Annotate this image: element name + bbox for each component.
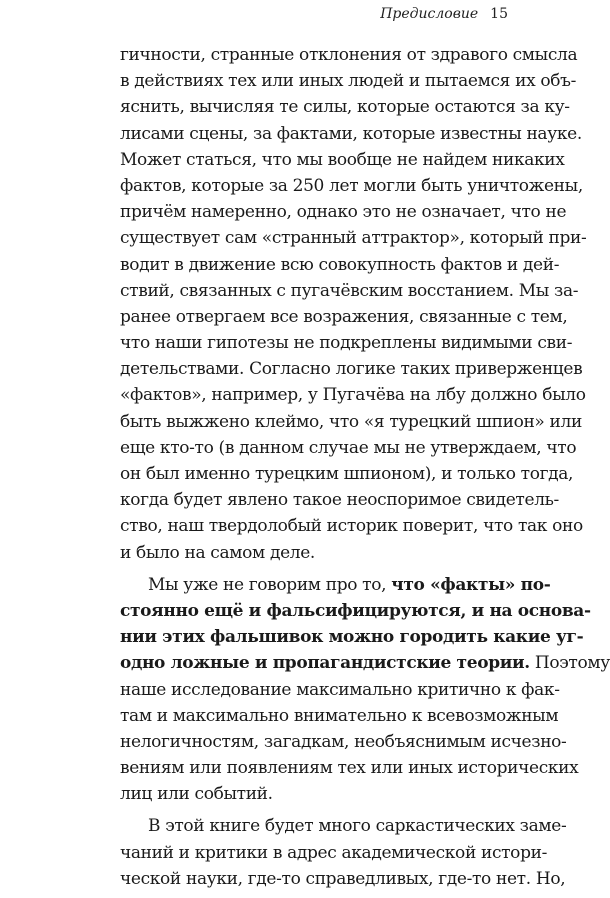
page-number: 15	[490, 6, 508, 22]
chapter-title: Предисловие	[380, 6, 479, 22]
text-line: и было на самом деле.	[120, 542, 315, 563]
body-text	[120, 42, 610, 898]
text-line: причём намеренно, однако это не означает, что не	[120, 202, 567, 223]
text-line	[120, 624, 584, 650]
text-line: яснить, вычисляя те силы, которые остаются за ку-	[120, 97, 570, 118]
text-line	[120, 598, 591, 624]
text-line: когда будет явлено такое неоспоримое свидетель-	[120, 490, 559, 511]
text-line: там и максимально внимательно к всевозможным	[120, 705, 559, 726]
text-line: в действиях тех или иных людей и пытаемся их объ-	[120, 71, 577, 92]
text-line	[120, 650, 610, 676]
text-line: существует сам «странный аттрактор», который при-	[120, 228, 587, 249]
text-line: гичности, странные отклонения от здравого смысла	[120, 45, 578, 65]
text-line: ство, наш твердолобый историк поверит, что так оно	[120, 516, 583, 537]
text-line: что наши гипотезы не подкреплены видимыми сви-	[120, 333, 573, 354]
text-line: Может статься, что мы вообще не найдем никаких	[120, 149, 565, 170]
text-run: Мы уже не говорим про то,	[148, 574, 392, 595]
bold-text-run: стоянно ещё и фальсифицируются, и на основа-	[120, 600, 591, 621]
text-line: вениям или появлениям тех или иных исторических	[120, 758, 579, 779]
bold-text-run: нии этих фальшивок можно городить какие уг-	[120, 627, 584, 648]
text-line: чаний и критики в адрес академической истори-	[120, 842, 547, 863]
text-run: Поэтому	[529, 653, 610, 674]
text-line: наше исследование максимально критично к фак-	[120, 679, 560, 700]
running-head	[380, 6, 508, 22]
bold-text-run: одно ложные и пропагандистские теории.	[120, 653, 530, 674]
text-line: нелогичностям, загадкам, необъяснимым исчезно-	[120, 731, 567, 752]
text-line: детельствами. Согласно логике таких приверженцев	[120, 359, 583, 380]
paragraph	[120, 813, 567, 892]
text-line: лиц или событий.	[120, 784, 273, 805]
text-line: фактов, которые за 250 лет могли быть уничтожены,	[120, 175, 583, 196]
text-line: «фактов», например, у Пугачёва на лбу должно было	[120, 385, 586, 406]
text-line	[120, 572, 551, 598]
text-line: водит в движение всю совокупность фактов и дей-	[120, 254, 560, 275]
bold-text-run: что «факты» по-	[391, 574, 551, 595]
text-line: ческой науки, где-то справедливых, где-то нет. Но,	[120, 868, 566, 889]
text-line: В этой книге будет много саркастических заме-	[148, 816, 567, 837]
paragraph	[120, 572, 610, 808]
text-line: он был именно турецким шпионом), и только тогда,	[120, 464, 574, 484]
text-line: еще кто-то (в данном случае мы не утверждаем, что	[120, 437, 577, 458]
text-line: ранее отвергаем все возражения, связанные с тем,	[120, 306, 568, 327]
text-line: ствий, связанных с пугачёвским восстанием. Мы за-	[120, 280, 579, 301]
text-line: быть выжжено клеймо, что «я турецкий шпион» или	[120, 411, 582, 432]
paragraph	[120, 42, 587, 566]
text-line: лисами сцены, за фактами, которые известны науке.	[120, 123, 582, 144]
